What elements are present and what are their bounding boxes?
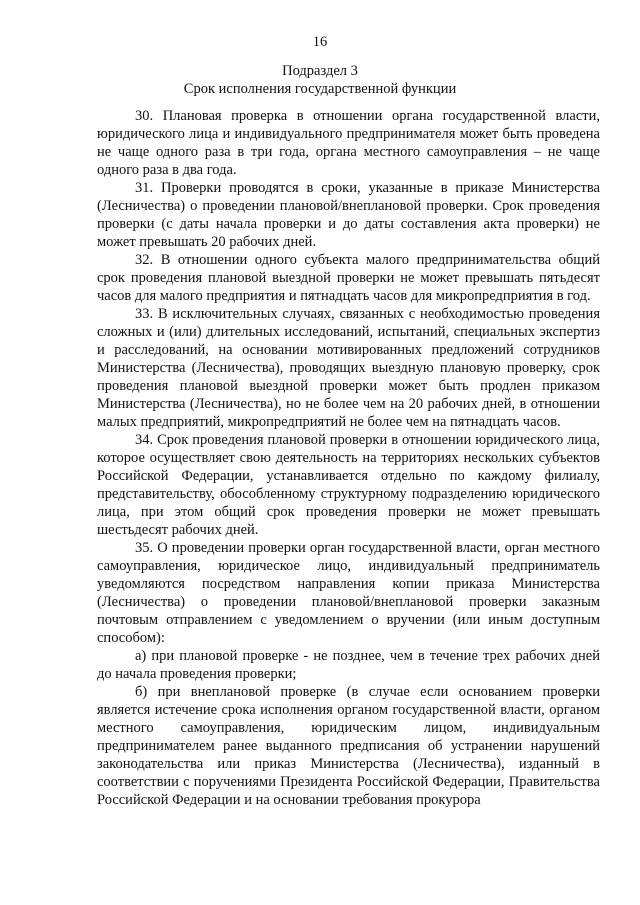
paragraph-31: 31. Проверки проводятся в сроки, указанные в приказе Министерства (Лесничества) о проведении плановой/внеплановой проверки. Срок проведения проверки (с даты начала проверки и до даты составления акта проверки) не может превышать 20 рабочих дней.	[97, 180, 600, 250]
paragraph-33: 33. В исключительных случаях, связанных с необходимостью проведения сложных и (или) длительных исследований, испытаний, специальных экспертиз и расследований, на основании мотивированных предложений сотрудников Министерства (Лесничества), проводящих выездную плановую проверку, срок проведения плановой выездной проверки может быть продлен приказом Министерства (Лесничества), но не более чем на 20 рабочих дней, в отношении малых предприятий, микропредприятий не более чем на пятнадцать часов.	[97, 306, 600, 430]
paragraph-34: 34. Срок проведения плановой проверки в отношении юридического лица, которое осуществляет свою деятельность на территориях нескольких субъектов Российской Федерации, устанавливается отдельно по каждому филиалу, представительству, обособленному структурному подразделению юридического лица, при этом общий срок проведения проверки не может превышать шестьдесят рабочих дней.	[97, 432, 600, 538]
paragraph-35: 35. О проведении проверки орган государственной власти, орган местного самоуправления, юридическое лицо, индивидуальный предприниматель уведомляются посредством направления копии приказа Министерства (Лесничества) о проведении плановой/внеплановой проверки заказным почтовым отправлением с уведомлением о вручении (или иным доступным способом):	[97, 540, 600, 646]
list-item-b: б) при внеплановой проверке (в случае если основанием проверки является истечение срока исполнения органом государственной власти, органом местного самоуправления, юридическим лицом, индивидуальным предпринимателем ранее выданного предписания об устранении нарушений законодательства или приказ Министерства (Лесничества), изданный в соответствии с поручениями Президента Российской Федерации, Правительства Российской Федерации и на основании требования прокурора	[97, 684, 600, 808]
page-number: 16	[312, 34, 328, 50]
paragraph-32: 32. В отношении одного субъекта малого предпринимательства общий срок проведения плановой выездной проверки не может превышать пятьдесят часов для малого предприятия и пятнадцать часов для микропредприятия в год.	[97, 252, 600, 304]
list-item-a: а) при плановой проверке - не позднее, чем в течение трех рабочих дней до начала проведения проверки;	[97, 648, 600, 682]
document-body	[97, 107, 600, 809]
subsection-subtitle: Срок исполнения государственной функции	[183, 81, 457, 97]
paragraph-30: 30. Плановая проверка в отношении органа государственной власти, юридического лица и индивидуального предпринимателя может быть проведена не чаще одного раза в три года, органа местного самоуправления – не чаще одного раза в два года.	[97, 108, 600, 178]
subsection-title: Подраздел 3	[282, 63, 358, 79]
